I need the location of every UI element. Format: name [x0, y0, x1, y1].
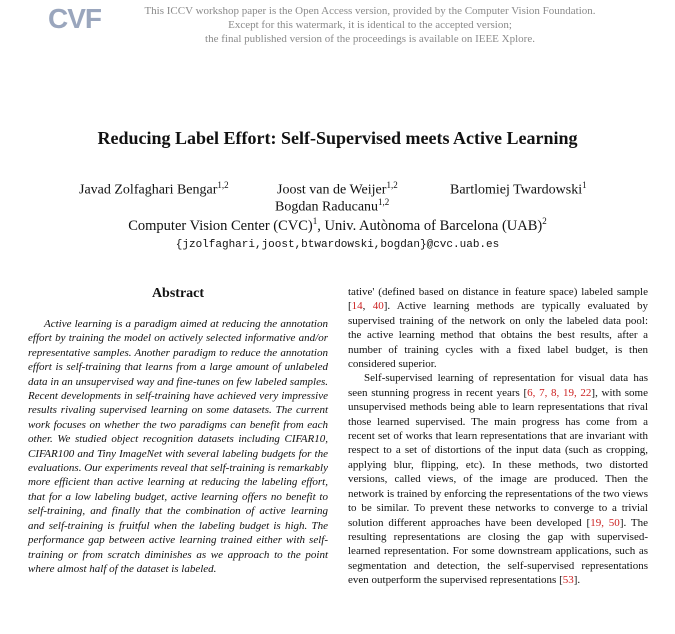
citation-link[interactable]: 6, 7, 8, 19, 22 [527, 386, 592, 399]
citation-link[interactable]: 19, 50 [590, 516, 620, 529]
author-1 [79, 180, 229, 199]
text-run: ]. [573, 574, 581, 587]
text-run: Self-supervised learning of representation for visual data has seen stunning progress in recent years [ [348, 372, 648, 399]
author-name: Javad Zolfaghari Bengar [79, 182, 218, 198]
abstract-heading: Abstract [151, 286, 205, 301]
text-run: ]. Active learning methods are typically evaluated by supervised training of the network on only the labeled data pool: the active learning method that obtains the best results, after a number of training cycles with a fixed label budget, is then considered superior. [348, 300, 648, 371]
cvf-logo: CVF [48, 3, 101, 34]
author-3 [450, 180, 587, 199]
intro-column [348, 285, 648, 588]
intro-paragraph [348, 371, 648, 587]
affiliation-sup: 2 [542, 216, 547, 226]
affiliation-uab: , Univ. Autònoma of Barcelona (UAB) [317, 217, 543, 234]
watermark-line: the final published version of the proceedings is available on IEEE Xplore. [205, 33, 535, 45]
author-2 [277, 180, 398, 199]
intro-paragraph [348, 285, 648, 371]
affiliation-cvc: Computer Vision Center (CVC) [128, 217, 313, 234]
text-run: ]. The resulting representations are closing the gap with supervised-learned representation. For some downstream applications, such as segmentation and detection, the self-supervised representations even outperform the supervised representations [ [348, 516, 648, 587]
affiliation [0, 216, 675, 235]
author-4 [275, 197, 389, 216]
author-emails: {jzolfaghari,joost,btwardowski,bogdan}@cvc.uab.es [175, 239, 500, 251]
author-name: Bartlomiej Twardowski [450, 182, 583, 198]
author-name: Joost van de Weijer [277, 182, 387, 198]
watermark-notice [120, 4, 620, 46]
watermark-line: This ICCV workshop paper is the Open Access version, provided by the Computer Vision Foundation. [144, 5, 596, 17]
affiliation-sup: 1 [312, 216, 318, 226]
paper-title: Reducing Label Effort: Self-Supervised meets Active Learning [97, 128, 578, 148]
author-name: Bogdan Raducanu [275, 199, 379, 215]
abstract-text: Active learning is a paradigm aimed at reducing the annotation effort by training the model on actively selected informative and/or representative samples. Another paradigm to reduce the annotation effort is self-training that learns from a large amount of unlabeled data in an unsupervised way and fine-tunes on few labeled samples. Recent developments in self-training have achieved very impressive results rivaling supervised learning on some datasets. The current work focuses on whether the two paradigms can benefit from each other. We studied object recognition datasets including CIFAR10, CIFAR100 and Tiny ImageNet with several labeling budgets for the evaluations. Our experiments reveal that self-training is remarkably more efficient than active learning at reducing the labeling effort, that for a low labeling budget, active learning offers no benefit to self-training, and finally that the combination of active learning and self-training is fruitful when the labeling budget is high. The performance gap between active learning trained either with self-training or from scratch diminishes as we approach to the point where almost half of the dataset is labeled. [28, 318, 328, 575]
author-affil-sup: 1,2 [378, 197, 390, 207]
text-run: tative' (defined based on distance in feature space) labeled sample [ [348, 286, 648, 313]
author-affil-sup: 1,2 [217, 180, 229, 190]
author-affil-sup: 1 [582, 180, 587, 190]
author-affil-sup: 1,2 [386, 180, 398, 190]
citation-link[interactable]: 53 [562, 574, 574, 587]
text-run: , [362, 300, 373, 313]
text-run: ], with some unsupervised methods being able to learn representations that rival those learned supervised. The main progress has come from a recent set of works that learn representations that are invariant with respect to a set of distortions of the input data (such as cropping, applying blur, flipping, etc). In these methods, two distorted versions, called views, of the image are produced. Then the network is trained by enforcing the representations of the two views to be similar. To prevent these networks to converge to a trivial solution different approaches have been developed [ [348, 386, 648, 529]
watermark-line: Except for this watermark, it is identical to the accepted version; [228, 19, 512, 31]
citation-link[interactable]: 40 [372, 300, 384, 313]
citation-link[interactable]: 14 [351, 300, 363, 313]
